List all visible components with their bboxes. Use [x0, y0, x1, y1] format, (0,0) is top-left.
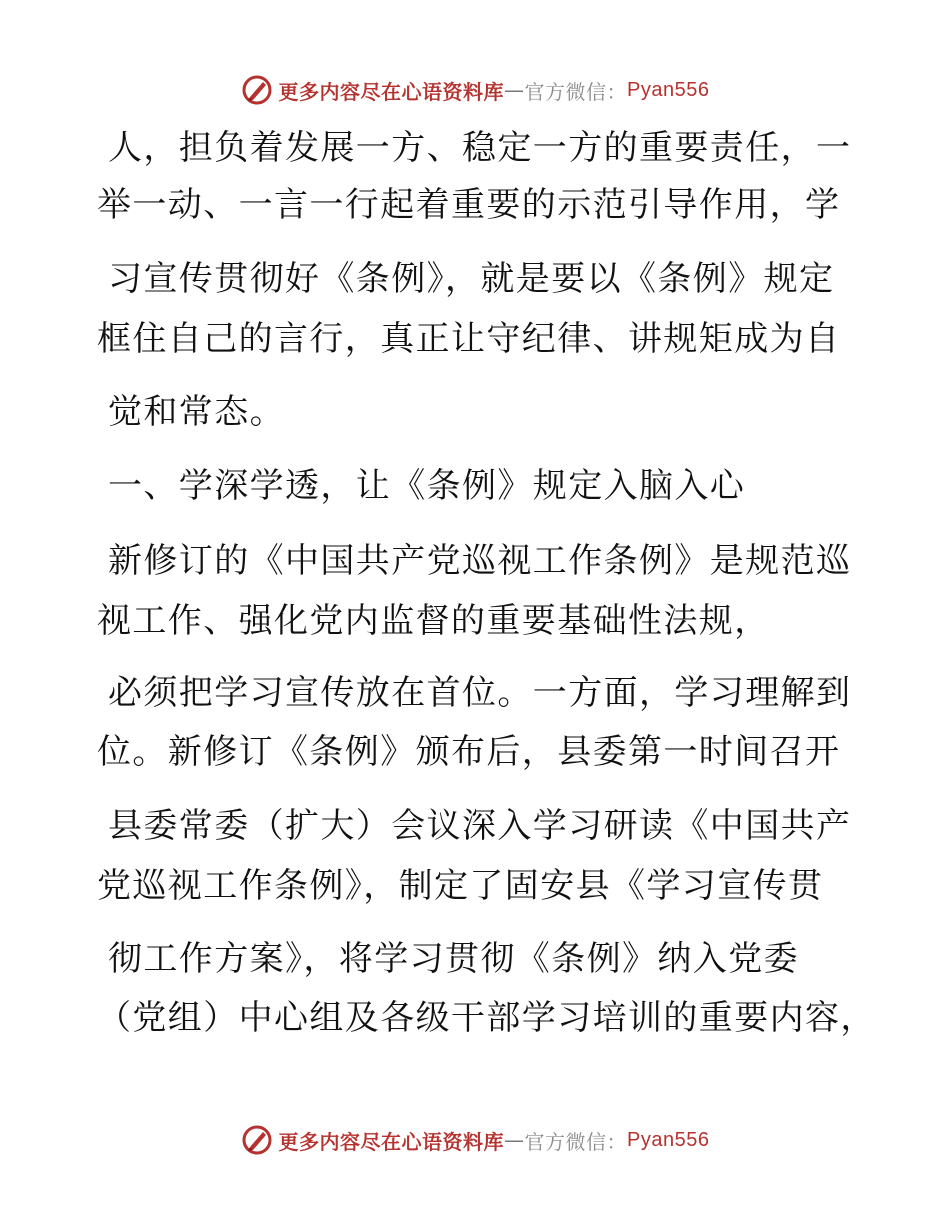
footer-watermark — [0, 1120, 950, 1160]
text-line: 习宣传贯彻好《条例》，就是要以《条例》规定 — [108, 259, 835, 299]
text-line: 必须把学习宣传放在首位。一方面，学习理解到 — [108, 673, 852, 713]
text-line: 位。新修订《条例》颁布后，县委第一时间召开 — [97, 732, 841, 772]
text-line: 彻工作方案》，将学习贯彻《条例》纳入党委 — [108, 939, 799, 979]
watermark-dash: — — [504, 78, 525, 102]
pen-logo-icon — [241, 74, 273, 106]
watermark-handle: Pyan556 — [627, 78, 710, 101]
section-heading: 一、学深学透，让《条例》规定入脑入心 — [108, 466, 746, 506]
watermark-brand: 更多内容尽在心语资料库 — [278, 79, 505, 104]
text-line: 新修订的《中国共产党巡视工作条例》是规范巡 — [108, 541, 852, 581]
text-line: 党巡视工作条例》，制定了固安县《学习宣传贯 — [97, 866, 824, 906]
watermark-handle: Pyan556 — [627, 1128, 710, 1151]
pen-logo-icon — [241, 1124, 273, 1156]
text-line: 县委常委（扩大）会议深入学习研读《中国共产 — [108, 806, 852, 846]
text-line: 觉和常态。 — [108, 392, 285, 432]
watermark-official-label: 官方微信： — [524, 79, 628, 104]
text-line: 举一动、一言一行起着重要的示范引导作用，学 — [97, 185, 841, 225]
text-line: 人，担负着发展一方、稳定一方的重要责任，一 — [108, 128, 852, 168]
text-line: 视工作、强化党内监督的重要基础性法规， — [97, 601, 770, 641]
text-line: （党组）中心组及各级干部学习培训的重要内容， — [97, 998, 876, 1038]
header-watermark — [0, 70, 950, 110]
watermark-dash: — — [504, 1128, 525, 1152]
watermark-official-label: 官方微信： — [524, 1129, 628, 1154]
text-line: 框住自己的言行，真正让守纪律、讲规矩成为自 — [97, 319, 841, 359]
watermark-brand: 更多内容尽在心语资料库 — [278, 1129, 505, 1154]
